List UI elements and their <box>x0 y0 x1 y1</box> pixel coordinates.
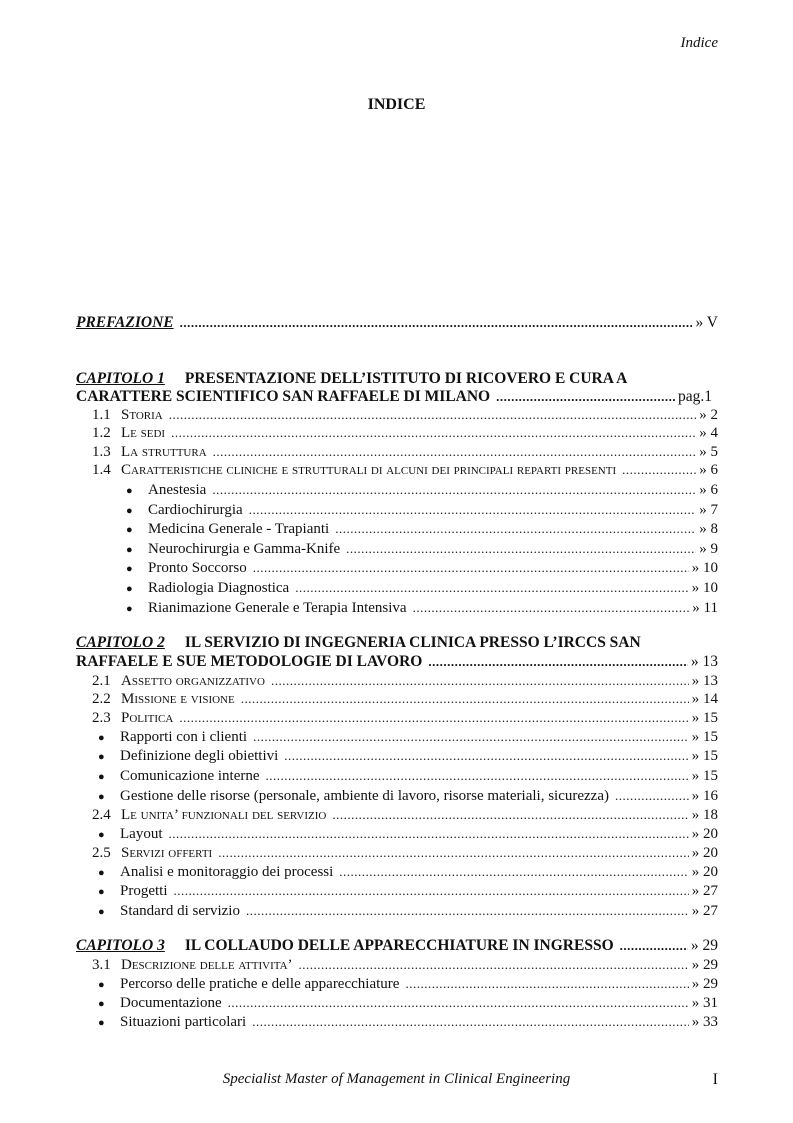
dot-leader <box>428 652 688 671</box>
entry-label: Storia <box>121 407 163 423</box>
dot-leader <box>169 824 689 843</box>
dot-leader <box>405 974 688 993</box>
bullet-icon: ● <box>126 583 133 595</box>
toc-bullet-item[interactable] <box>126 500 718 519</box>
chapter2-title-line2: RAFFAELE E SUE METODOLOGIE DI LAVORO <box>76 653 423 670</box>
entry-label: Analisi e monitoraggio dei processi <box>120 864 334 880</box>
dot-leader <box>299 955 689 974</box>
toc-bullet-item[interactable] <box>98 881 718 900</box>
bullet-icon: ● <box>98 771 105 783</box>
section-number: 2.2 <box>92 691 111 707</box>
dot-leader <box>615 786 689 805</box>
entry-page: » 27 <box>691 903 718 919</box>
bullet-icon: ● <box>98 791 105 803</box>
section-number: 2.3 <box>92 710 111 726</box>
entry-label: Percorso delle pratiche e delle apparecchiature <box>120 976 400 992</box>
entry-page: » 5 <box>699 444 718 460</box>
entry-label: Progetti <box>120 883 168 899</box>
toc-chapter2-line1[interactable] <box>76 633 718 652</box>
page-title: INDICE <box>367 96 426 113</box>
toc-bullet-item[interactable] <box>98 862 718 881</box>
toc-subsection[interactable] <box>92 405 718 424</box>
entry-label: Layout <box>120 826 163 842</box>
toc-bullet-item[interactable] <box>98 993 718 1012</box>
entry-label: Radiologia Diagnostica <box>148 580 290 596</box>
dot-leader <box>622 460 696 479</box>
chapter2-page: » 13 <box>690 653 718 670</box>
bullet-icon: ● <box>126 563 133 575</box>
entry-page: » 29 <box>691 957 718 973</box>
toc-bullet-item[interactable] <box>98 1012 718 1031</box>
entry-label: Definizione degli obiettivi <box>120 748 279 764</box>
entry-page: » 27 <box>691 883 718 899</box>
entry-label: Comunicazione interne <box>120 768 260 784</box>
chapter3-title: IL COLLAUDO DELLE APPARECCHIATURE IN INGRESSO <box>184 937 614 954</box>
entry-label: Descrizione delle attivita’ <box>121 957 293 973</box>
entry-label: Medicina Generale - Trapianti <box>148 521 330 537</box>
bullet-icon: ● <box>98 886 105 898</box>
dot-leader <box>339 862 688 881</box>
bullet-icon: ● <box>98 867 105 879</box>
toc-subsection[interactable] <box>92 843 718 862</box>
entry-page: » 8 <box>699 521 718 537</box>
section-number: 1.4 <box>92 462 111 478</box>
running-header: Indice <box>680 35 718 51</box>
toc-bullet-item[interactable] <box>126 578 718 597</box>
entry-label: Gestione delle risorse (personale, ambiente di lavoro, risorse materiali, sicurezza) <box>120 788 609 804</box>
bullet-icon: ● <box>98 1017 105 1029</box>
toc-subsection[interactable] <box>92 442 718 461</box>
entry-page: » 11 <box>692 600 718 616</box>
entry-page: » 18 <box>691 807 718 823</box>
chapter1-number: CAPITOLO 1 <box>76 370 165 387</box>
toc-bullet-item[interactable] <box>126 480 718 499</box>
toc-bullet-item[interactable] <box>98 974 718 993</box>
dot-leader <box>271 671 689 690</box>
entry-page: » 20 <box>691 826 718 842</box>
dot-leader <box>249 500 697 519</box>
footer-page-number: I <box>712 1071 718 1088</box>
dot-leader <box>169 405 696 424</box>
section-number: 1.3 <box>92 444 111 460</box>
entry-page: » 2 <box>699 407 718 423</box>
entry-page: » 10 <box>691 560 718 576</box>
entry-label: Assetto organizzativo <box>121 673 265 689</box>
dot-leader <box>180 313 693 332</box>
chapter1-page: pag.1 <box>677 388 712 405</box>
entry-label: Politica <box>121 710 174 726</box>
section-number: 1.1 <box>92 407 111 423</box>
toc-subsection[interactable] <box>92 708 718 727</box>
dot-leader <box>335 519 696 538</box>
entry-page: » 6 <box>699 462 718 478</box>
entry-label: Missione e visione <box>121 691 235 707</box>
toc-bullet-item[interactable] <box>98 766 718 785</box>
dot-leader <box>253 727 689 746</box>
prefazione-label: PREFAZIONE <box>76 314 174 331</box>
bullet-icon: ● <box>126 485 133 497</box>
entry-page: » 15 <box>691 710 718 726</box>
toc-chapter1-line1[interactable] <box>76 369 718 388</box>
dot-leader <box>171 423 696 442</box>
entry-page: » 15 <box>691 768 718 784</box>
entry-page: » 7 <box>699 502 718 518</box>
bullet-icon: ● <box>126 524 133 536</box>
entry-label: Situazioni particolari <box>120 1014 247 1030</box>
chapter2-number: CAPITOLO 2 <box>76 634 165 651</box>
dot-leader <box>218 843 689 862</box>
toc-prefazione[interactable] <box>76 313 718 332</box>
footer-text: Specialist Master of Management in Clinical Engineering <box>222 1071 571 1087</box>
entry-label: Caratteristiche cliniche e strutturali di alcuni dei principali reparti presenti <box>121 462 617 478</box>
entry-label: Servizi offerti <box>121 845 213 861</box>
toc-chapter2-line2[interactable] <box>76 652 718 671</box>
entry-label: Le unita’ funzionali del servizio <box>121 807 327 823</box>
chapter1-title-line1: PRESENTAZIONE DELL’ISTITUTO DI RICOVERO E CURA A <box>184 370 628 387</box>
toc-bullet-item[interactable] <box>98 727 718 746</box>
entry-label: Neurochirurgia e Gamma-Knife <box>148 541 341 557</box>
bullet-icon: ● <box>98 998 105 1010</box>
entry-label: La struttura <box>121 444 207 460</box>
entry-page: » 16 <box>691 788 718 804</box>
bullet-icon: ● <box>98 906 105 918</box>
toc-bullet-item[interactable] <box>98 824 718 843</box>
toc-bullet-item[interactable] <box>126 598 718 617</box>
dot-leader <box>413 598 690 617</box>
dot-leader <box>266 766 689 785</box>
bullet-icon: ● <box>98 732 105 744</box>
bullet-icon: ● <box>98 829 105 841</box>
toc-bullet-item[interactable] <box>98 786 718 805</box>
chapter1-title-line2: CARATTERE SCIENTIFICO SAN RAFFAELE DI MILANO <box>76 388 491 405</box>
toc-bullet-item[interactable] <box>98 746 718 765</box>
chapter3-number: CAPITOLO 3 <box>76 937 165 954</box>
entry-page: » 13 <box>691 673 718 689</box>
bullet-icon: ● <box>126 505 133 517</box>
toc-subsection[interactable] <box>92 689 718 708</box>
dot-leader <box>496 387 675 406</box>
bullet-icon: ● <box>98 751 105 763</box>
bullet-icon: ● <box>98 979 105 991</box>
section-number: 2.4 <box>92 807 111 823</box>
dot-leader <box>212 480 696 499</box>
dot-leader <box>213 442 697 461</box>
dot-leader <box>228 993 689 1012</box>
entry-page: » 4 <box>699 425 718 441</box>
dot-leader <box>295 578 689 597</box>
entry-page: » 9 <box>699 541 718 557</box>
toc-bullet-item[interactable] <box>126 539 718 558</box>
dot-leader <box>332 805 688 824</box>
entry-page: » 29 <box>691 976 718 992</box>
toc-subsection[interactable] <box>92 955 718 974</box>
section-number: 3.1 <box>92 957 111 973</box>
entry-page: » 33 <box>691 1014 718 1030</box>
dot-leader <box>253 558 689 577</box>
toc-bullet-item[interactable] <box>126 558 718 577</box>
entry-label: Rianimazione Generale e Terapia Intensiva <box>148 600 407 616</box>
entry-label: Anestesia <box>148 482 207 498</box>
section-number: 1.2 <box>92 425 111 441</box>
toc-subsection[interactable] <box>92 460 718 479</box>
toc-subsection[interactable] <box>92 423 718 442</box>
entry-page: » 14 <box>691 691 718 707</box>
entry-label: Standard di servizio <box>120 903 240 919</box>
toc-subsection[interactable] <box>92 805 718 824</box>
dot-leader <box>284 746 688 765</box>
chapter2-title-line1: IL SERVIZIO DI INGEGNERIA CLINICA PRESSO L’IRCCS SAN <box>184 634 641 651</box>
bullet-icon: ● <box>126 603 133 615</box>
dot-leader <box>620 936 688 955</box>
toc-subsection[interactable] <box>92 671 718 690</box>
entry-page: » 10 <box>691 580 718 596</box>
dot-leader <box>252 1012 689 1031</box>
entry-page: » 15 <box>691 729 718 745</box>
prefazione-page: » V <box>695 314 718 331</box>
section-number: 2.1 <box>92 673 111 689</box>
toc-chapter1-line2[interactable] <box>76 387 712 406</box>
toc-bullet-item[interactable] <box>126 519 718 538</box>
entry-label: Rapporti con i clienti <box>120 729 248 745</box>
dot-leader <box>241 689 689 708</box>
section-number: 2.5 <box>92 845 111 861</box>
entry-page: » 31 <box>691 995 718 1011</box>
entry-label: Le sedi <box>121 425 166 441</box>
entry-label: Pronto Soccorso <box>148 560 247 576</box>
dot-leader <box>246 901 689 920</box>
entry-page: » 20 <box>691 864 718 880</box>
entry-page: » 15 <box>691 748 718 764</box>
dot-leader <box>346 539 696 558</box>
toc-chapter3[interactable] <box>76 936 718 955</box>
bullet-icon: ● <box>126 544 133 556</box>
toc-bullet-item[interactable] <box>98 901 718 920</box>
dot-leader <box>179 708 688 727</box>
entry-label: Cardiochirurgia <box>148 502 243 518</box>
chapter3-page: » 29 <box>690 937 718 954</box>
entry-label: Documentazione <box>120 995 222 1011</box>
entry-page: » 6 <box>699 482 718 498</box>
dot-leader <box>174 881 689 900</box>
entry-page: » 20 <box>691 845 718 861</box>
